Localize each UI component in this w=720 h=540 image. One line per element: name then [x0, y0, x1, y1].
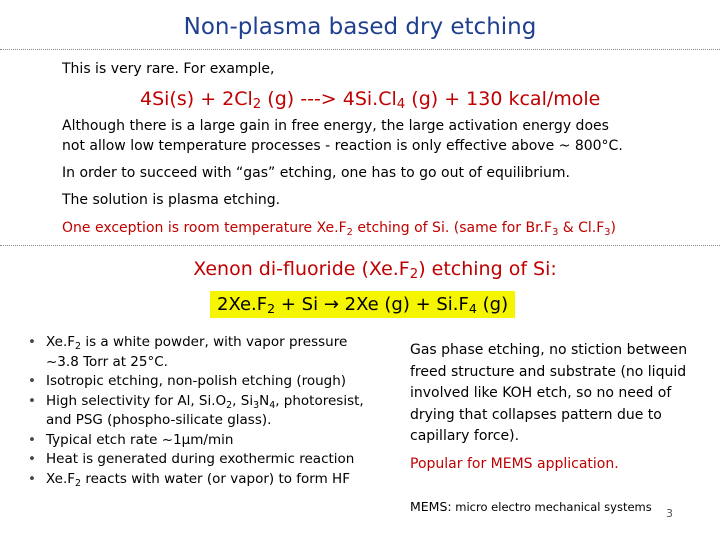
intro-text: This is very rare. For example, — [62, 61, 275, 77]
activation-energy-text: Although there is a large gain in free energy, the large activation energy does not allow low temperature processes - reaction is only effective above ~ 800°C. — [62, 118, 623, 154]
list-item: • Isotropic etching, non-polish etching (rough) — [28, 372, 388, 392]
section-divider — [0, 245, 720, 246]
xef2-reaction-equation: $2Xe.F_2 + Si \to 2Xe$ $(g) + Si.F_4$ (g) — [210, 291, 515, 318]
mems-application-text: Popular for MEMS application. — [410, 456, 619, 472]
list-item: • $Xe.F_2$ reacts with water (or vapor) to form HF — [28, 470, 388, 490]
list-item: • High selectivity for Al, $Si.O_2$, $Si_3N_4$, photoresist, and PSG (phospho-silicate glass). — [28, 392, 388, 431]
list-item: • Heat is generated during exothermic reaction — [28, 450, 388, 470]
title-divider — [0, 49, 720, 50]
solution-text: The solution is plasma etching. — [62, 192, 281, 208]
slide-title: Non-plasma based dry etching — [183, 14, 537, 40]
mems-definition: MEMS: micro electro mechanical systems — [410, 499, 652, 514]
reaction-equation: $4Si(s) + 2Cl_2$ (g) ---> $4Si.Cl_4$ (g) + 130 kcal/mole — [140, 88, 601, 112]
page-number: 3 — [666, 507, 673, 520]
gas-phase-advantages: Gas phase etching, no stiction between freed structure and substrate (no liquid involved like KOH etch, so no need of drying that collapses pattern due to capillary force). — [410, 342, 688, 444]
list-item: • $Xe.F_2$ is a white powder, with vapor pressure ~3.8 Torr at 25°C. — [28, 333, 388, 372]
section-heading: Xenon di-fluoride $(Xe.F_2)$ etching of Si: — [193, 258, 557, 282]
list-item: • Typical etch rate ~1μm/min — [28, 431, 388, 451]
exception-text: One exception is room temperature $Xe.F_2$ etching of Si. (same for $Br.F_3$ & $Cl.F_3$) — [62, 220, 616, 238]
properties-list — [28, 333, 388, 489]
equilibrium-text: In order to succeed with “gas” etching, one has to go out of equilibrium. — [62, 165, 570, 181]
